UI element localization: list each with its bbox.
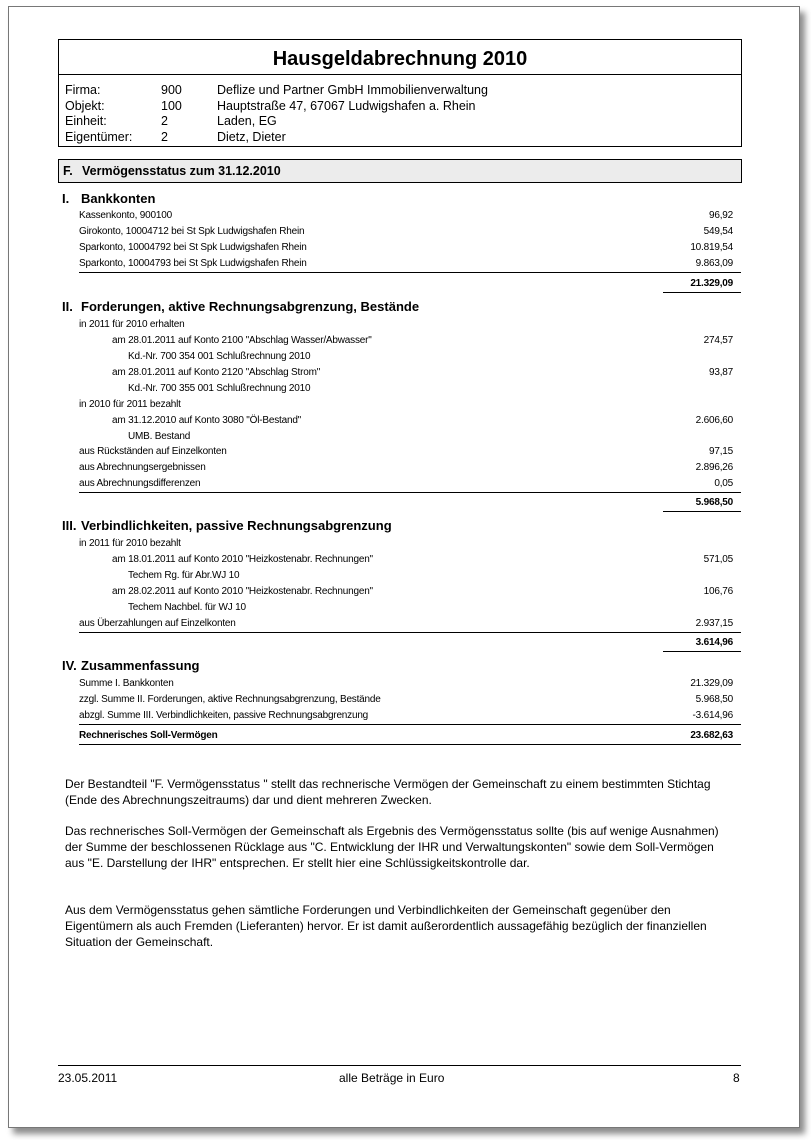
header-label: Firma: <box>65 83 101 97</box>
row-label: in 2010 für 2011 bezahlt <box>79 399 181 410</box>
row-label: Kd.-Nr. 700 355 001 Schlußrechnung 2010 <box>128 383 311 394</box>
table-row <box>79 397 741 413</box>
table-row <box>79 708 741 725</box>
row-label: Kassenkonto, 900100 <box>79 210 172 221</box>
footer-divider <box>58 1065 741 1066</box>
row-amount: 274,57 <box>703 335 733 346</box>
row-label: am 28.01.2011 auf Konto 2120 "Abschlag Strom" <box>112 367 321 378</box>
row-label: aus Abrechnungsergebnissen <box>79 462 206 473</box>
row-label: aus Überzahlungen auf Einzelkonten <box>79 618 236 629</box>
heading-title: Zusammenfassung <box>81 658 200 673</box>
header-row-firma <box>65 83 741 99</box>
row-label: aus Rückständen auf Einzelkonten <box>79 446 227 457</box>
header-number: 900 <box>161 83 182 97</box>
table-row <box>79 208 741 224</box>
row-label: Sparkonto, 10004792 bei St Spk Ludwigshafen Rhein <box>79 242 307 253</box>
table-row <box>79 413 741 429</box>
header-number: 2 <box>161 129 168 144</box>
subtotal-amount: 5.968,50 <box>695 497 733 508</box>
subtotal-underline <box>663 276 741 293</box>
heading-number: I. <box>62 191 70 206</box>
subtotal-row <box>79 276 741 292</box>
row-amount: 106,76 <box>703 586 733 597</box>
section-title: Vermögensstatus zum 31.12.2010 <box>82 164 281 178</box>
header-row-objekt <box>65 99 741 115</box>
row-label: Sparkonto, 10004793 bei St Spk Ludwigshafen Rhein <box>79 258 307 269</box>
heading-number: III. <box>62 518 77 533</box>
row-amount: 9.863,09 <box>695 258 733 269</box>
header-label: Eigentümer: <box>65 129 133 144</box>
table-row <box>79 460 741 476</box>
explanation-paragraph: Der Bestandteil "F. Vermögensstatus " stellt das rechnerische Vermögen der Gemeinschaft zu einem bestimmten Stichtag (Ende des Abrechnungszeitraums) dar und dient mehreren Zwecken. <box>65 777 711 807</box>
row-amount: 2.896,26 <box>695 462 733 473</box>
table-row <box>79 365 741 381</box>
table-row <box>79 568 741 584</box>
section-number: F. <box>63 164 73 178</box>
row-amount: 21.329,09 <box>690 678 733 689</box>
row-amount: 10.819,54 <box>690 242 733 253</box>
subtotal-underline <box>663 495 741 512</box>
row-label: in 2011 für 2010 erhalten <box>79 319 185 330</box>
table-row <box>79 429 741 445</box>
table-row <box>79 616 741 633</box>
table-row <box>79 317 741 333</box>
header-label: Objekt: <box>65 98 105 113</box>
result-amount: 23.682,63 <box>690 730 733 741</box>
section-header <box>58 159 742 183</box>
header-row-einheit <box>65 114 741 130</box>
row-amount: 97,15 <box>708 446 733 457</box>
table-row <box>79 349 741 365</box>
table-row <box>79 536 741 552</box>
footer-date: 23.05.2011 <box>58 1071 118 1085</box>
row-label: in 2011 für 2010 bezahlt <box>79 538 181 549</box>
table-row <box>79 676 741 692</box>
subtotal-row <box>79 495 741 511</box>
table-row <box>79 381 741 397</box>
row-label: am 28.02.2011 auf Konto 2010 "Heizkostenabr. Rechnungen" <box>112 586 373 597</box>
heading-number: II. <box>62 299 73 314</box>
table-row <box>79 240 741 256</box>
heading-number: IV. <box>62 658 77 673</box>
table-row <box>79 600 741 616</box>
header-value: Laden, EG <box>217 114 277 128</box>
table-row <box>79 256 741 273</box>
explanation-paragraph: Das rechnerisches Soll-Vermögen der Gemeinschaft als Ergebnis des Vermögensstatus sollte (bis auf wenige Ausnahmen) der Summe der beschlossenen Rücklage aus "C. Entwicklung der IHR und Verwaltungskonten" sowie dem Soll-Vermögen aus "E. Darstellung der IHR" entsprechen. Er stellt hier eine Schlüssigkeitskontrolle dar. <box>65 824 719 870</box>
row-amount: 2.606,60 <box>695 415 733 426</box>
heading-title: Verbindlichkeiten, passive Rechnungsabgrenzung <box>81 518 392 533</box>
header-value: Dietz, Dieter <box>217 129 286 144</box>
subtotal-row <box>79 635 741 651</box>
header-value: Deflize und Partner GmbH Immobilienverwaltung <box>217 83 488 97</box>
subtotal-underline <box>663 635 741 652</box>
row-label: Girokonto, 10004712 bei St Spk Ludwigshafen Rhein <box>79 226 305 237</box>
row-label: aus Abrechnungsdifferenzen <box>79 478 201 489</box>
row-label: Summe I. Bankkonten <box>79 678 174 689</box>
row-amount: 2.937,15 <box>695 618 733 629</box>
row-amount: 93,87 <box>708 367 733 378</box>
result-row <box>79 728 741 745</box>
header-label: Einheit: <box>65 114 107 128</box>
row-amount: -3.614,96 <box>692 710 733 721</box>
table-row <box>79 692 741 708</box>
table-row <box>79 476 741 493</box>
row-label: Techem Nachbel. für WJ 10 <box>128 602 246 613</box>
subtotal-amount: 3.614,96 <box>695 637 733 648</box>
row-amount: 549,54 <box>703 226 733 237</box>
heading-title: Forderungen, aktive Rechnungsabgrenzung, Bestände <box>81 299 420 314</box>
subtotal-amount: 21.329,09 <box>690 278 733 289</box>
table-row <box>79 444 741 460</box>
table-row <box>79 584 741 600</box>
row-label: abzgl. Summe III. Verbindlichkeiten, passive Rechnungsabgrenzung <box>79 710 369 721</box>
table-row <box>79 224 741 240</box>
header-row-eigentuemer <box>65 130 741 146</box>
result-label: Rechnerisches Soll-Vermögen <box>79 730 218 741</box>
header-number: 100 <box>161 98 182 113</box>
row-amount: 5.968,50 <box>695 694 733 705</box>
document-page <box>8 6 800 1128</box>
row-label: Techem Rg. für Abr.WJ 10 <box>128 570 240 581</box>
document-header <box>58 39 742 147</box>
header-number: 2 <box>161 114 168 128</box>
row-label: zzgl. Summe II. Forderungen, aktive Rechnungsabgrenzung, Bestände <box>79 694 381 705</box>
row-amount: 96,92 <box>708 210 733 221</box>
header-value: Hauptstraße 47, 67067 Ludwigshafen a. Rhein <box>217 98 476 113</box>
row-label: am 31.12.2010 auf Konto 3080 "Öl-Bestand" <box>112 415 302 426</box>
footer-note: alle Beträge in Euro <box>339 1071 445 1085</box>
row-label: am 18.01.2011 auf Konto 2010 "Heizkostenabr. Rechnungen" <box>112 554 373 565</box>
row-label: am 28.01.2011 auf Konto 2100 "Abschlag Wasser/Abwasser" <box>112 335 372 346</box>
row-label: Kd.-Nr. 700 354 001 Schlußrechnung 2010 <box>128 351 311 362</box>
table-row <box>79 552 741 568</box>
row-amount: 0,05 <box>714 478 733 489</box>
footer-page-number: 8 <box>733 1071 740 1085</box>
row-label: UMB. Bestand <box>128 431 191 442</box>
explanation-paragraph: Aus dem Vermögensstatus gehen sämtliche Forderungen und Verbindlichkeiten der Gemeinschaft gegenüber den Eigentümern als auch Fremden (Lieferanten) hervor. Er ist damit außerordentlich aussagefähig bezüglich der finanziellen Situation der Gemeinschaft. <box>65 903 707 949</box>
heading-title: Bankkonten <box>81 191 156 206</box>
document-title: Hausgeldabrechnung 2010 <box>59 40 741 75</box>
row-amount: 571,05 <box>703 554 733 565</box>
table-row <box>79 333 741 349</box>
